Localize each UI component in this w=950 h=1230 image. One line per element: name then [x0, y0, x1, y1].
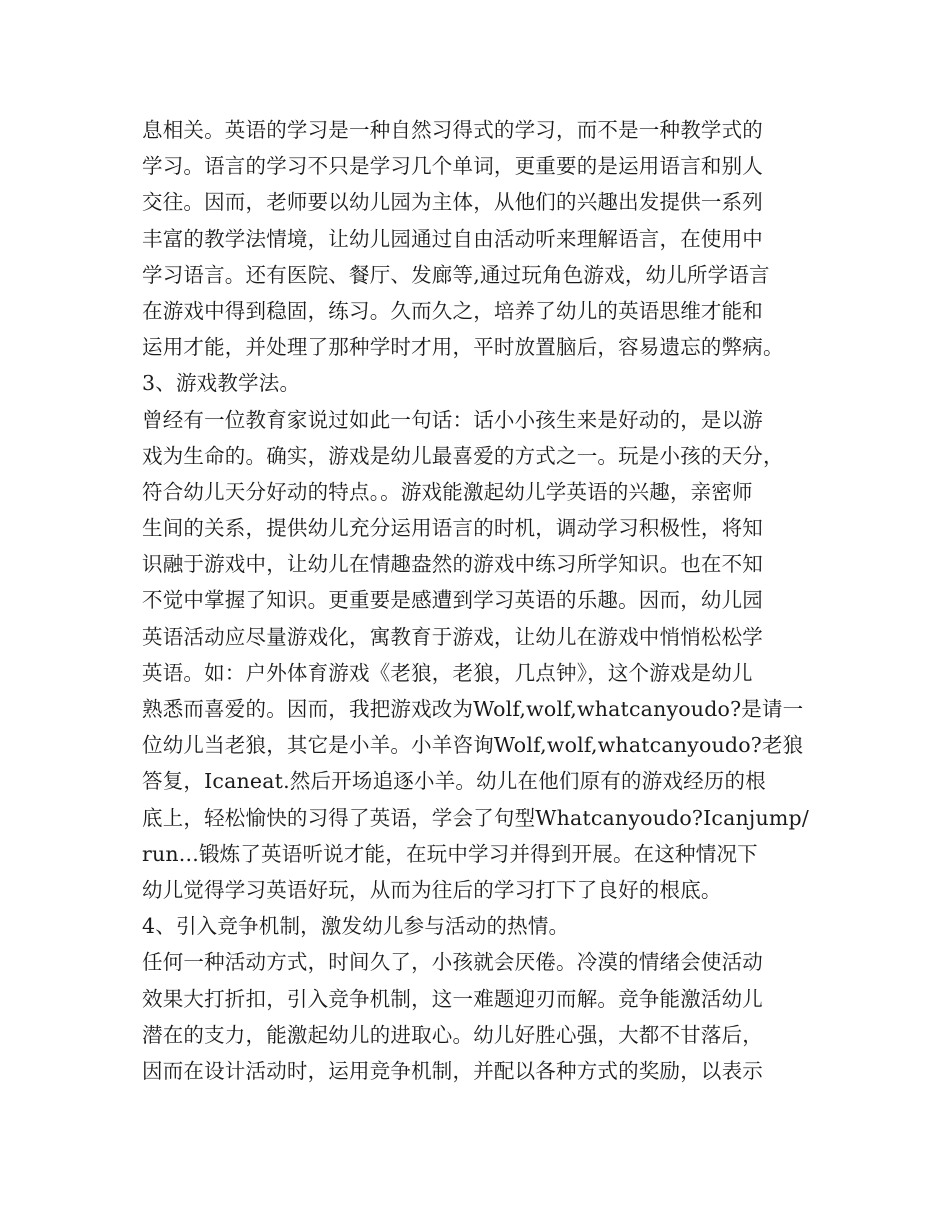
text-line: 熟悉而喜爱的。因而，我把游戏改为Wolf,wolf,whatcanyoudo?是请一 [142, 697, 804, 721]
text-line: run...锻炼了英语听说才能，在玩中学习并得到开展。在这种情况下 [142, 841, 758, 866]
text-line: 英语活动应尽量游戏化，寓教育于游戏，让幼儿在游戏中悄悄松松学 [142, 624, 763, 649]
text-line: 戏为生命的。确实，游戏是幼儿最喜爱的方式之一。玩是小孩的天分， [142, 443, 784, 468]
section-heading: 3、游戏教学法。 [142, 371, 301, 396]
text-line: 曾经有一位教育家说过如此一句话：话小小孩生来是好动的，是以游 [142, 407, 763, 432]
text-line: 不觉中掌握了知识。更重要是感遭到学习英语的乐趣。因而，幼儿园 [142, 588, 763, 613]
text-line: 识融于游戏中，让幼儿在情趣盎然的游戏中练习所学知识。也在不知 [142, 552, 763, 577]
text-line: 答复，Icaneat.然后开场追逐小羊。幼儿在他们原有的游戏经历的根 [142, 769, 766, 794]
text-line: 符合幼儿天分好动的特点。。游戏能激起幼儿学英语的兴趣，亲密师 [142, 479, 753, 504]
text-line: 学习语言。还有医院、餐厅、发廊等,通过玩角色游戏，幼儿所学语言 [142, 262, 770, 287]
text-line: 因而在设计活动时，运用竞争机制，并配以各种方式的奖励，以表示 [142, 1058, 763, 1083]
text-line: 生间的关系，提供幼儿充分运用语言的时机，调动学习积极性，将知 [142, 516, 763, 541]
text-line: 运用才能，并处理了那种学时才用，平时放置脑后，容易遗忘的弊病。 [142, 335, 784, 360]
text-line: 幼儿觉得学习英语好玩，从而为往后的学习打下了良好的根底。 [142, 877, 722, 902]
text-line: 潜在的支力，能激起幼儿的进取心。幼儿好胜心强，大都不甘落后， [142, 1022, 763, 1047]
text-line: 位幼儿当老狼，其它是小羊。小羊咨询Wolf,wolf,whatcanyoudo?老狼 [142, 733, 804, 758]
text-line: 息相关。英语的学习是一种自然习得式的学习，而不是一种教学式的 [142, 118, 763, 142]
section-heading: 4、引入竞争机制，激发幼儿参与活动的热情。 [142, 914, 570, 939]
body-text [142, 112, 832, 1089]
text-line: 在游戏中得到稳固，练习。久而久之，培养了幼儿的英语思维才能和 [142, 298, 763, 323]
text-line: 学习。语言的学习不只是学习几个单词，更重要的是运用语言和别人 [142, 154, 763, 179]
text-line: 任何一种活动方式，时间久了，小孩就会厌倦。冷漠的情绪会使活动 [142, 950, 763, 975]
text-line: 底上，轻松愉快的习得了英语，学会了句型Whatcanyoudo?Icanjump/ [142, 805, 809, 830]
text-line: 英语。如：户外体育游戏《老狼，老狼，几点钟》，这个游戏是幼儿 [142, 660, 753, 685]
text-line: 交往。因而，老师要以幼儿园为主体，从他们的兴趣出发提供一系列 [142, 190, 763, 215]
text-line: 丰富的教学法情境，让幼儿园通过自由活动听来理解语言，在使用中 [142, 226, 763, 251]
text-line: 效果大打折扣，引入竞争机制，这一难题迎刃而解。竞争能激活幼儿 [142, 986, 763, 1011]
